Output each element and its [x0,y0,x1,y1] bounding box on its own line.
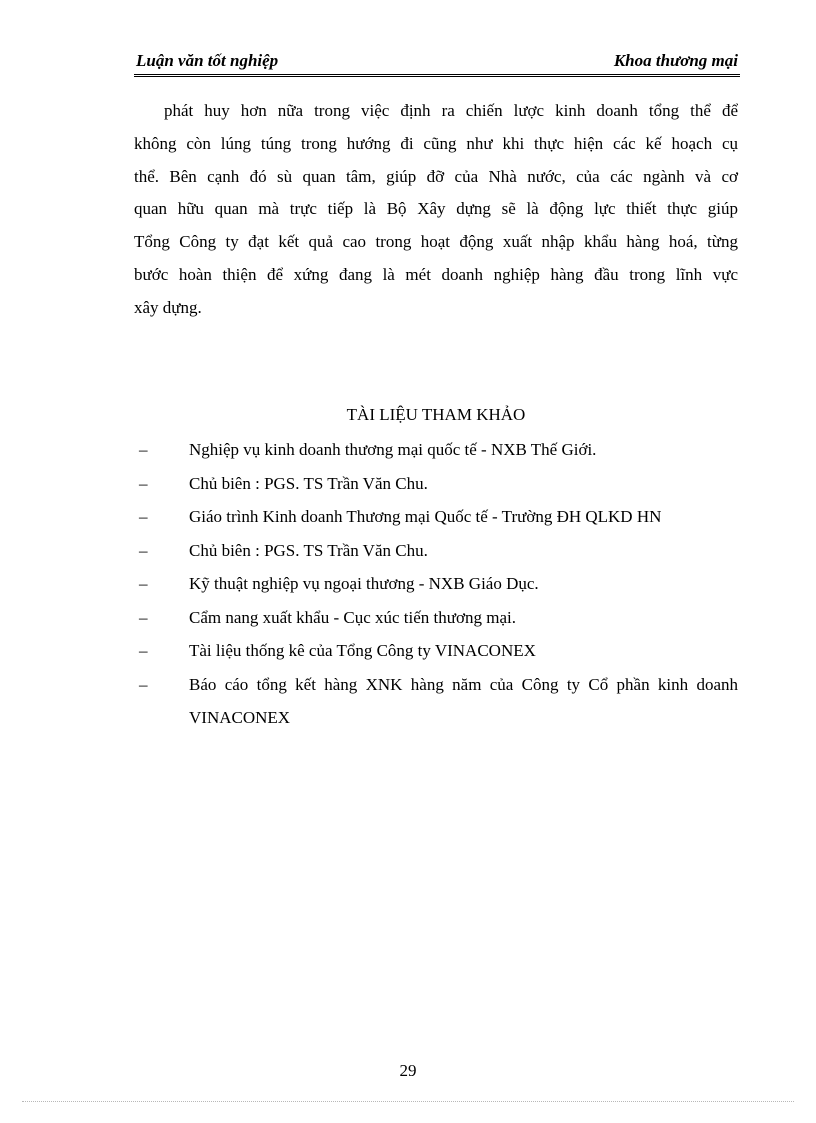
bullet-dash: – [139,607,148,627]
header-department: Khoa thương mại [613,51,738,70]
reference-item [134,534,738,568]
reference-text: Giáo trình Kinh doanh Thương mại Quốc tế - Trường ĐH QLKD HN [189,507,662,526]
reference-text: Chủ biên : PGS. TS Trần Văn Chu. [189,473,428,493]
bullet-dash: – [139,574,148,593]
paragraph-line: phát huy hơn nữa trong việc định ra chiến lược kinh doanh tổng thể để [164,101,738,120]
paragraph-line: không còn lúng túng trong hướng đi cũng như khi thực hiện các kế hoạch cụ [134,133,738,153]
page-header [134,48,740,77]
bullet-dash: – [139,674,148,694]
paragraph-line: bước hoàn thiện để xứng đang là mét doanh nghiệp hàng đầu trong lĩnh vực [134,264,738,284]
page-bottom-divider [22,1101,794,1102]
reference-item [134,500,738,534]
references-title: TÀI LIỆU THAM KHẢO [346,405,526,424]
page-number: 29 [399,1061,417,1080]
reference-item [134,634,738,668]
body-paragraph [134,95,738,325]
reference-text: Nghiệp vụ kinh doanh thương mại quốc tế - NXB Thế Giới. [189,440,597,459]
reference-text: Báo cáo tổng kết hàng XNK hàng năm của Công ty Cổ phần kinh doanh VINACONEX [189,674,738,727]
reference-item [134,668,738,735]
reference-text: Cẩm nang xuất khẩu - Cục xúc tiến thương mại. [189,607,516,627]
header-thesis-title: Luận văn tốt nghiệp [136,51,279,70]
reference-item [134,467,738,501]
reference-item [134,567,738,601]
bullet-dash: – [139,440,148,459]
paragraph-line: xây dựng. [134,297,202,317]
reference-item [134,433,738,467]
bullet-dash: – [139,641,148,660]
reference-text: Chủ biên : PGS. TS Trần Văn Chu. [189,540,428,560]
reference-text: Tài liệu thống kê của Tổng Công ty VINACONEX [189,641,536,660]
paragraph-line: quan hữu quan mà trực tiếp là Bộ Xây dựng sẽ là động lực thiết thực giúp [134,199,738,219]
bullet-dash: – [139,540,148,560]
bullet-dash: – [139,507,148,526]
reference-text: Kỹ thuật nghiệp vụ ngoại thương - NXB Giáo Dục. [189,574,539,593]
paragraph-line: thể. Bên cạnh đó sù quan tâm, giúp đỡ của Nhà nước, của các ngành và cơ [134,166,738,186]
paragraph-line: Tổng Công ty đạt kết quả cao trong hoạt động xuất nhập khẩu hàng hoá, từng [134,232,738,252]
references-list [134,433,738,735]
bullet-dash: – [139,473,148,493]
reference-item [134,601,738,635]
